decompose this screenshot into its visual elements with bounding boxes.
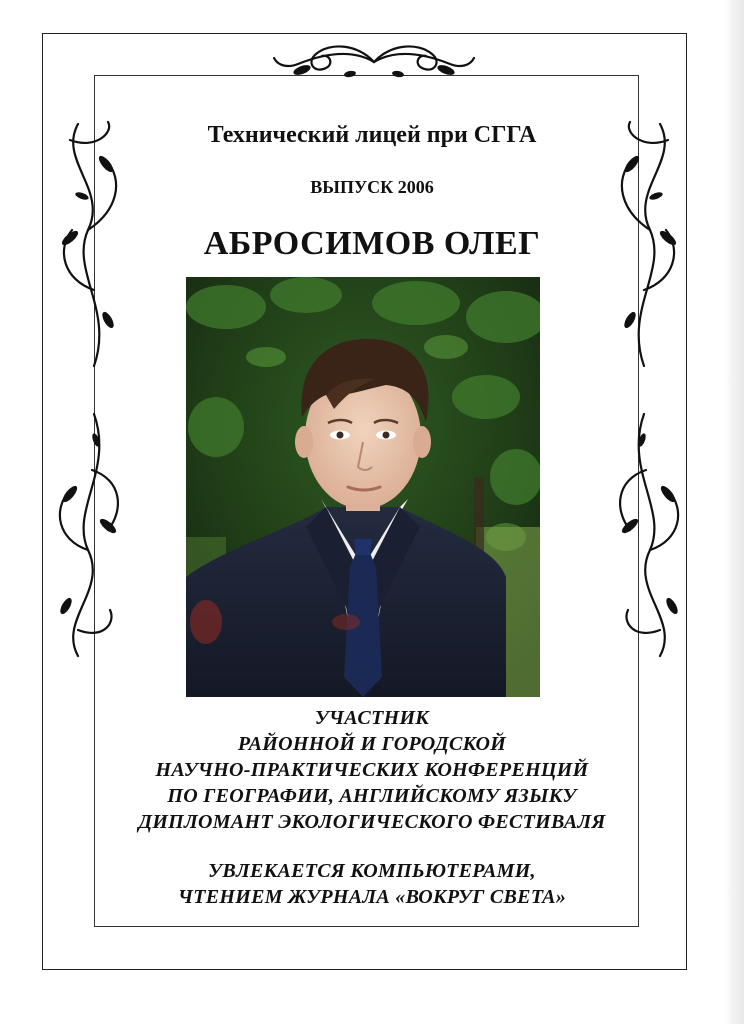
achievement-line-5: ДИПЛОМАНТ ЭКОЛОГИЧЕСКОГО ФЕСТИВАЛЯ — [138, 811, 606, 833]
achievement-line-3: НАУЧНО-ПРАКТИЧЕСКИХ КОНФЕРЕНЦИЙ — [155, 759, 589, 781]
right-lower-vine-ornament — [610, 410, 690, 660]
student-name: АБРОСИМОВ ОЛЕГ — [203, 225, 541, 262]
top-flourish-ornament — [268, 40, 480, 84]
left-lower-vine-ornament — [48, 410, 128, 660]
achievement-line-4: ПО ГЕОГРАФИИ, АНГЛИЙСКОМУ ЯЗЫКУ — [167, 785, 577, 807]
hobby-line-1: УВЛЕКАЕТСЯ КОМПЬЮТЕРАМИ, — [208, 860, 536, 882]
portrait-illustration — [186, 277, 540, 697]
school-name: Технический лицей при СГГА — [207, 122, 537, 148]
achievement-line-2: РАЙОННОЙ И ГОРОДСКОЙ — [237, 733, 507, 755]
achievement-line-1: УЧАСТНИК — [314, 707, 430, 729]
student-portrait-photo — [186, 277, 540, 697]
graduation-year-label: ВЫПУСК 2006 — [310, 177, 434, 197]
hobby-line-2: ЧТЕНИЕМ ЖУРНАЛА «ВОКРУГ СВЕТА» — [177, 886, 567, 908]
